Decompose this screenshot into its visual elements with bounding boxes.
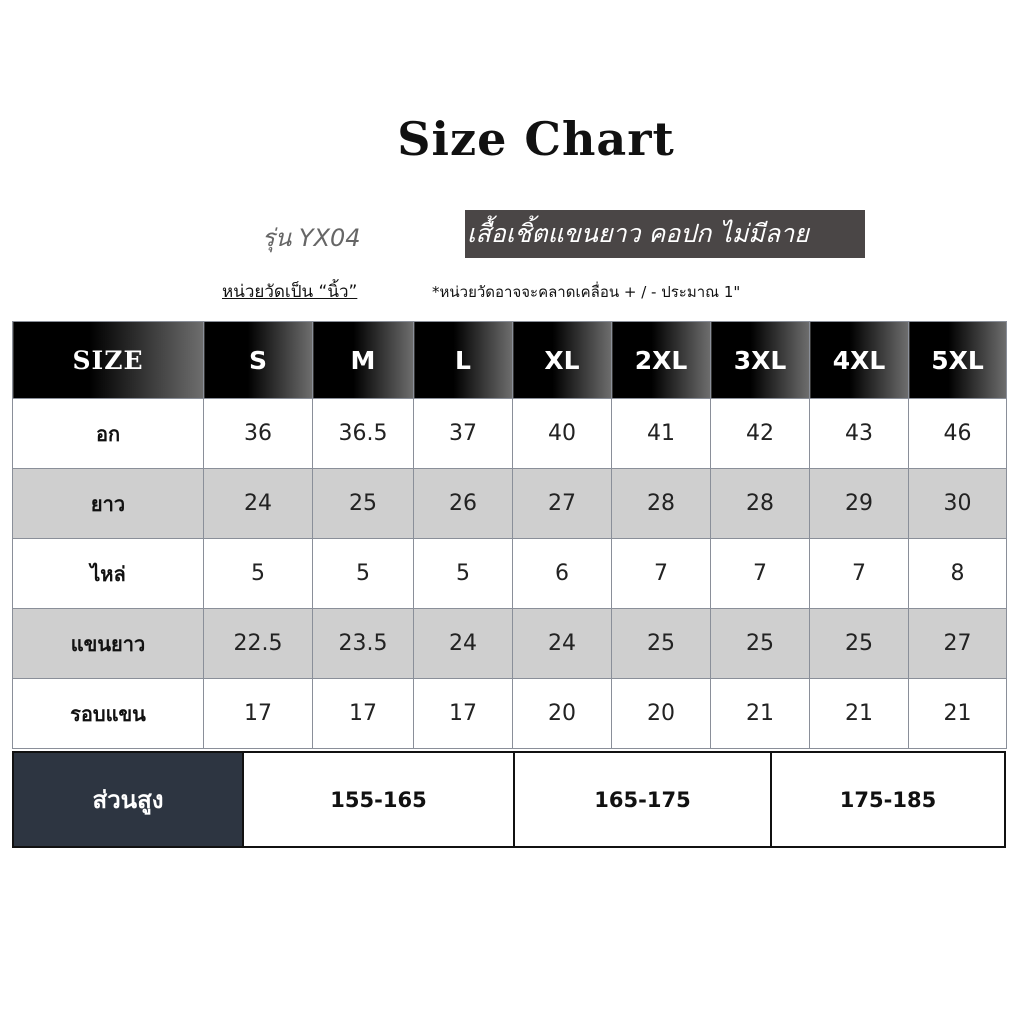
table-cell: 20 — [612, 679, 711, 749]
table-cell: 25 — [711, 609, 810, 679]
table-cell: 29 — [810, 469, 909, 539]
table-row — [13, 399, 1007, 469]
table-cell: 5 — [313, 539, 414, 609]
table-cell: 25 — [313, 469, 414, 539]
size-header: XL — [513, 322, 612, 399]
height-row — [12, 751, 1006, 848]
table-cell: 7 — [810, 539, 909, 609]
size-header: M — [313, 322, 414, 399]
size-header-label: SIZE — [13, 322, 204, 399]
row-label: ไหล่ — [13, 539, 204, 609]
size-header: 5XL — [909, 322, 1007, 399]
table-cell: 41 — [612, 399, 711, 469]
table-cell: 21 — [909, 679, 1007, 749]
table-row — [13, 679, 1007, 749]
table-cell: 46 — [909, 399, 1007, 469]
table-cell: 27 — [513, 469, 612, 539]
table-cell: 24 — [204, 469, 313, 539]
size-table — [12, 321, 1007, 749]
table-cell: 17 — [414, 679, 513, 749]
table-cell: 40 — [513, 399, 612, 469]
row-label: รอบแขน — [13, 679, 204, 749]
table-cell: 30 — [909, 469, 1007, 539]
table-cell: 7 — [711, 539, 810, 609]
table-cell: 36 — [204, 399, 313, 469]
table-cell: 17 — [204, 679, 313, 749]
table-cell: 17 — [313, 679, 414, 749]
page-title: Size Chart — [397, 112, 675, 166]
size-header: S — [204, 322, 313, 399]
height-range: 175-185 — [839, 787, 937, 812]
table-cell: 6 — [513, 539, 612, 609]
table-cell: 25 — [612, 609, 711, 679]
table-cell: 20 — [513, 679, 612, 749]
table-cell: 27 — [909, 609, 1007, 679]
table-cell: 37 — [414, 399, 513, 469]
table-cell: 21 — [810, 679, 909, 749]
tolerance-note: *หน่วยวัดอาจจะคลาดเคลื่อน + / - ประมาณ 1" — [432, 283, 741, 301]
height-range: 165-175 — [515, 753, 772, 846]
table-cell: 24 — [513, 609, 612, 679]
height-range: 155-165 — [244, 753, 515, 846]
table-row — [13, 609, 1007, 679]
table-row — [13, 539, 1007, 609]
product-description: เสื้อเชิ้ตแขนยาว คอปก ไม่มีลาย — [465, 210, 865, 258]
table-cell: 5 — [414, 539, 513, 609]
table-cell: 7 — [612, 539, 711, 609]
table-cell: 22.5 — [204, 609, 313, 679]
row-label: ยาว — [13, 469, 204, 539]
table-cell: 8 — [909, 539, 1007, 609]
table-cell: 23.5 — [313, 609, 414, 679]
size-header: 3XL — [711, 322, 810, 399]
table-row — [13, 469, 1007, 539]
table-cell: 24 — [414, 609, 513, 679]
size-header: L — [414, 322, 513, 399]
size-header: 2XL — [612, 322, 711, 399]
table-cell: 25 — [810, 609, 909, 679]
table-cell: 43 — [810, 399, 909, 469]
table-cell: 42 — [711, 399, 810, 469]
size-header-row — [13, 322, 1007, 399]
table-cell: 21 — [711, 679, 810, 749]
row-label: อก — [13, 399, 204, 469]
table-cell: 28 — [612, 469, 711, 539]
table-cell: 26 — [414, 469, 513, 539]
table-cell: 36.5 — [313, 399, 414, 469]
row-label: แขนยาว — [13, 609, 204, 679]
model-label: รุ่น YX04 — [262, 224, 361, 252]
unit-note: หน่วยวัดเป็น “นิ้ว” — [222, 282, 358, 302]
height-label: ส่วนสูง — [14, 753, 244, 846]
size-header: 4XL — [810, 322, 909, 399]
table-cell: 5 — [204, 539, 313, 609]
table-cell: 28 — [711, 469, 810, 539]
